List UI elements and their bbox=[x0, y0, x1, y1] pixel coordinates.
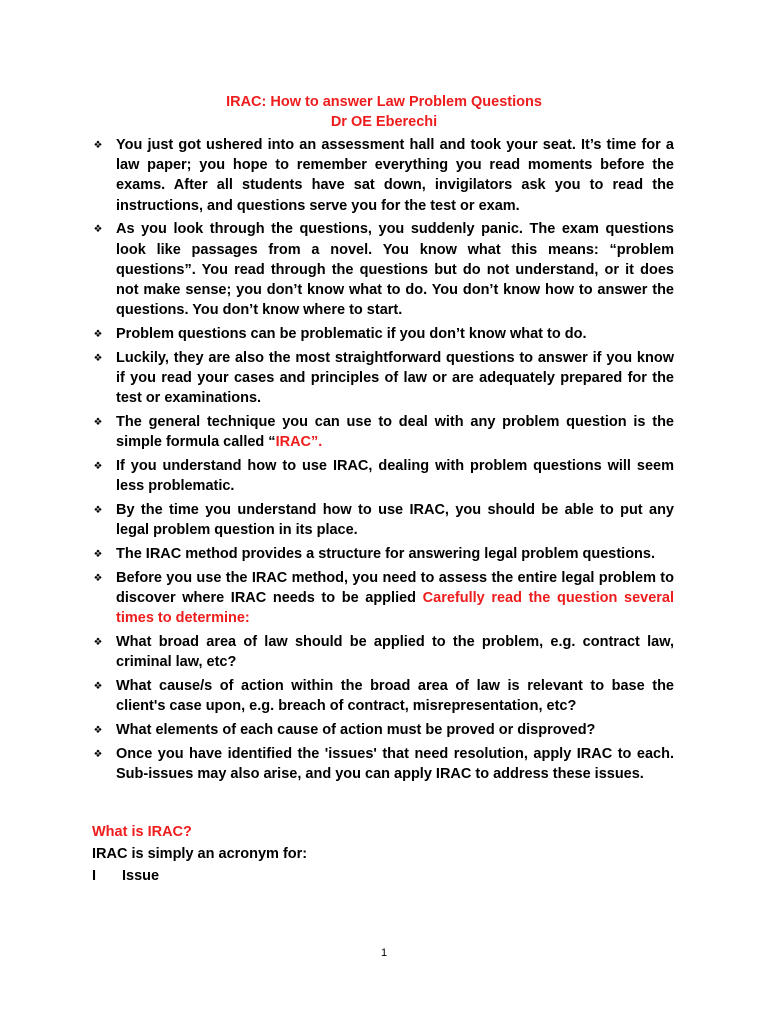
acronym-letter: I bbox=[92, 868, 97, 884]
bullet-text: The general technique you can use to deal with any problem question is the simple formula called “ bbox=[116, 414, 674, 451]
bullet-item bbox=[92, 219, 674, 320]
bullet-text: What cause/s of action within the broad area of law is relevant to base the client's case upon, e.g. breach of contract, misrepresentation, etc? bbox=[116, 678, 674, 715]
acronym-item-issue bbox=[92, 866, 692, 886]
diamond-bullet-icon: ❖ bbox=[93, 417, 103, 429]
bullet-text: You just got ushered into an assessment hall and took your seat. It’s time for a law paper; you hope to remember everything you read moments before the exams. After all students have sat down, invigilators ask you to read the instructions, and questions serve you for the test or exam. bbox=[116, 137, 674, 214]
bullet-highlight-text: Carefully read the question several times to determine: bbox=[116, 590, 674, 627]
bullet-list bbox=[92, 135, 674, 788]
bullet-text: Once you have identified the 'issues' that need resolution, apply IRAC to each. Sub-issues may also arise, and you can apply IRAC to address these issues. bbox=[116, 745, 674, 783]
bullet-item bbox=[92, 456, 674, 496]
bullet-text: Problem questions can be problematic if you don’t know what to do. bbox=[116, 326, 587, 343]
diamond-bullet-icon: ❖ bbox=[93, 748, 103, 760]
diamond-bullet-icon: ❖ bbox=[93, 352, 103, 364]
bullet-item bbox=[92, 544, 674, 564]
diamond-bullet-icon: ❖ bbox=[93, 505, 103, 517]
bullet-text: As you look through the questions, you suddenly panic. The exam questions look like passages from a novel. You know what this means: “problem questions”. You read through the questions but do not understand, or it does not make sense; you don’t know what to do. You don’t know how to answer the questions. You don’t know where to start. bbox=[116, 221, 674, 319]
diamond-bullet-icon: ❖ bbox=[93, 140, 103, 151]
bullet-item bbox=[92, 412, 674, 452]
bullet-item bbox=[92, 135, 674, 216]
bullet-item bbox=[92, 500, 674, 540]
diamond-bullet-icon: ❖ bbox=[93, 725, 103, 737]
acronym-word: Issue bbox=[122, 868, 160, 884]
bullet-text: Before you use the IRAC method, you need to assess the entire legal problem to discover where IRAC needs to be applied bbox=[116, 569, 674, 607]
diamond-bullet-icon: ❖ bbox=[93, 224, 103, 236]
bullet-item bbox=[92, 676, 674, 716]
bullet-item bbox=[92, 568, 674, 629]
bullet-item bbox=[92, 632, 674, 672]
bullet-text: By the time you understand how to use IRAC, you should be able to put any legal problem question in its place. bbox=[116, 502, 674, 539]
diamond-bullet-icon: ❖ bbox=[93, 461, 103, 473]
diamond-bullet-icon: ❖ bbox=[93, 572, 103, 584]
bullet-text: If you understand how to use IRAC, dealing with problem questions will seem less problematic. bbox=[116, 458, 674, 495]
diamond-bullet-icon: ❖ bbox=[93, 549, 103, 561]
bullet-item bbox=[92, 324, 674, 344]
bullet-highlight-text: IRAC”. bbox=[275, 434, 323, 451]
bullet-item bbox=[92, 720, 674, 740]
bullet-item bbox=[92, 744, 674, 784]
diamond-bullet-icon: ❖ bbox=[93, 637, 103, 649]
bullet-text: What elements of each cause of action must be proved or disproved? bbox=[116, 722, 596, 739]
acronym-intro: IRAC is simply an acronym for: bbox=[92, 846, 308, 862]
bullet-text: What broad area of law should be applied to the problem, e.g. contract law, criminal law, etc? bbox=[116, 634, 674, 671]
bullet-text: The IRAC method provides a structure for answering legal problem questions. bbox=[116, 546, 656, 563]
diamond-bullet-icon: ❖ bbox=[93, 681, 103, 693]
document-title: IRAC: How to answer Law Problem Questions bbox=[226, 94, 542, 110]
document-author: Dr OE Eberechi bbox=[330, 114, 438, 130]
bullet-text: Luckily, they are also the most straightforward questions to answer if you know if you read your cases and principles of law or are adequately prepared for the test or examinations. bbox=[116, 349, 674, 407]
bullet-item bbox=[92, 348, 674, 409]
what-is-irac-heading: What is IRAC? bbox=[92, 824, 192, 840]
diamond-bullet-icon: ❖ bbox=[93, 329, 103, 341]
page-number: 1 bbox=[380, 947, 388, 959]
